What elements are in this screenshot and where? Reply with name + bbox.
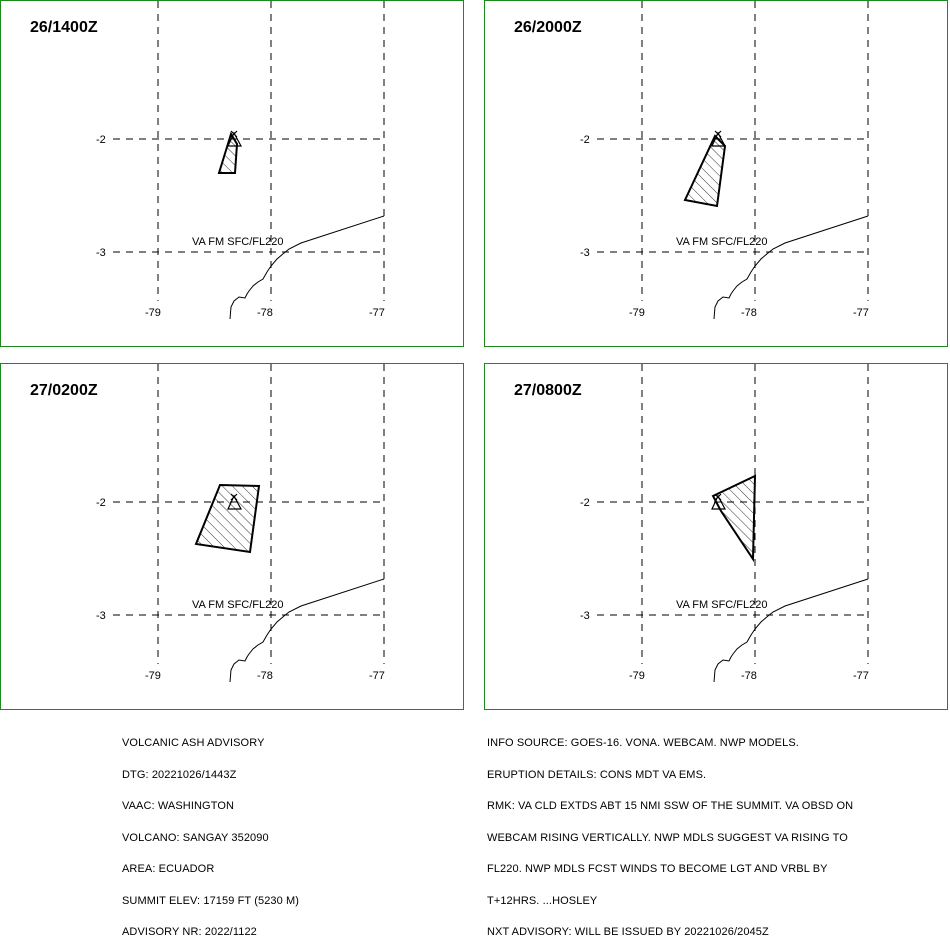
coastline bbox=[714, 579, 868, 682]
advisory-header-text bbox=[122, 717, 299, 948]
lon-tick-label: -77 bbox=[369, 307, 385, 319]
map-canvas bbox=[1, 364, 465, 711]
lat-tick-label: -3 bbox=[96, 610, 106, 622]
advisory-line: NXT ADVISORY: WILL BE ISSUED BY 20221026/2045Z bbox=[487, 926, 769, 938]
advisory-line: DTG: 20221026/1443Z bbox=[122, 768, 237, 781]
lon-tick-label: -78 bbox=[741, 307, 757, 319]
lon-tick-label: -79 bbox=[629, 670, 645, 682]
ash-cloud-polygon bbox=[713, 476, 755, 559]
va-level-label: VA FM SFC/FL220 bbox=[192, 599, 284, 611]
lon-tick-label: -77 bbox=[853, 670, 869, 682]
lon-tick-label: -77 bbox=[369, 670, 385, 682]
coastline bbox=[230, 579, 384, 682]
advisory-line: RMK: VA CLD EXTDS ABT 15 NMI SSW OF THE SUMMIT. VA OBSD ON bbox=[487, 800, 854, 812]
advisory-line: VOLCANO: SANGAY 352090 bbox=[122, 831, 269, 844]
advisory-line: ERUPTION DETAILS: CONS MDT VA EMS. bbox=[487, 768, 707, 781]
ash-cloud-polygon bbox=[219, 134, 237, 173]
advisory-line: FL220. NWP MDLS FCST WINDS TO BECOME LGT AND VRBL BY bbox=[487, 863, 828, 875]
map-panel-2 bbox=[484, 0, 948, 347]
va-level-label: VA FM SFC/FL220 bbox=[676, 236, 768, 248]
map-canvas bbox=[485, 1, 949, 348]
coastline bbox=[230, 216, 384, 319]
lat-tick-label: -2 bbox=[580, 134, 590, 146]
panel-time-label: 27/0200Z bbox=[30, 382, 98, 399]
va-level-label: VA FM SFC/FL220 bbox=[676, 599, 768, 611]
lat-tick-label: -3 bbox=[580, 247, 590, 259]
advisory-line: ADVISORY NR: 2022/1122 bbox=[122, 926, 257, 938]
ash-cloud-polygon bbox=[196, 485, 259, 552]
lon-tick-label: -78 bbox=[257, 307, 273, 319]
coastline bbox=[714, 216, 868, 319]
lat-tick-label: -3 bbox=[96, 247, 106, 259]
advisory-line: VAAC: WASHINGTON bbox=[122, 800, 235, 812]
panel-time-label: 26/2000Z bbox=[514, 19, 582, 36]
lon-tick-label: -78 bbox=[257, 670, 273, 682]
lat-tick-label: -2 bbox=[96, 134, 106, 146]
map-panel-1 bbox=[0, 0, 464, 347]
lat-tick-label: -2 bbox=[580, 497, 590, 509]
lon-tick-label: -79 bbox=[145, 307, 161, 319]
lat-tick-label: -3 bbox=[580, 610, 590, 622]
lon-tick-label: -77 bbox=[853, 307, 869, 319]
lon-tick-label: -79 bbox=[145, 670, 161, 682]
advisory-line: VOLCANIC ASH ADVISORY bbox=[122, 737, 265, 749]
lon-tick-label: -79 bbox=[629, 307, 645, 319]
va-level-label: VA FM SFC/FL220 bbox=[192, 236, 284, 248]
map-panel-3 bbox=[0, 363, 464, 710]
advisory-line: AREA: ECUADOR bbox=[122, 863, 215, 875]
advisory-line: WEBCAM RISING VERTICALLY. NWP MDLS SUGGEST VA RISING TO bbox=[487, 831, 848, 844]
panel-time-label: 27/0800Z bbox=[514, 382, 582, 399]
lat-tick-label: -2 bbox=[96, 497, 106, 509]
advisory-line: SUMMIT ELEV: 17159 FT (5230 M) bbox=[122, 894, 300, 907]
advisory-line: T+12HRS. ...HOSLEY bbox=[487, 894, 598, 907]
advisory-remarks-text bbox=[487, 717, 853, 948]
map-panel-4 bbox=[484, 363, 948, 710]
map-canvas bbox=[1, 1, 465, 348]
advisory-line: INFO SOURCE: GOES-16. VONA. WEBCAM. NWP MODELS. bbox=[487, 737, 799, 749]
map-canvas bbox=[485, 364, 949, 711]
lon-tick-label: -78 bbox=[741, 670, 757, 682]
panel-time-label: 26/1400Z bbox=[30, 19, 98, 36]
